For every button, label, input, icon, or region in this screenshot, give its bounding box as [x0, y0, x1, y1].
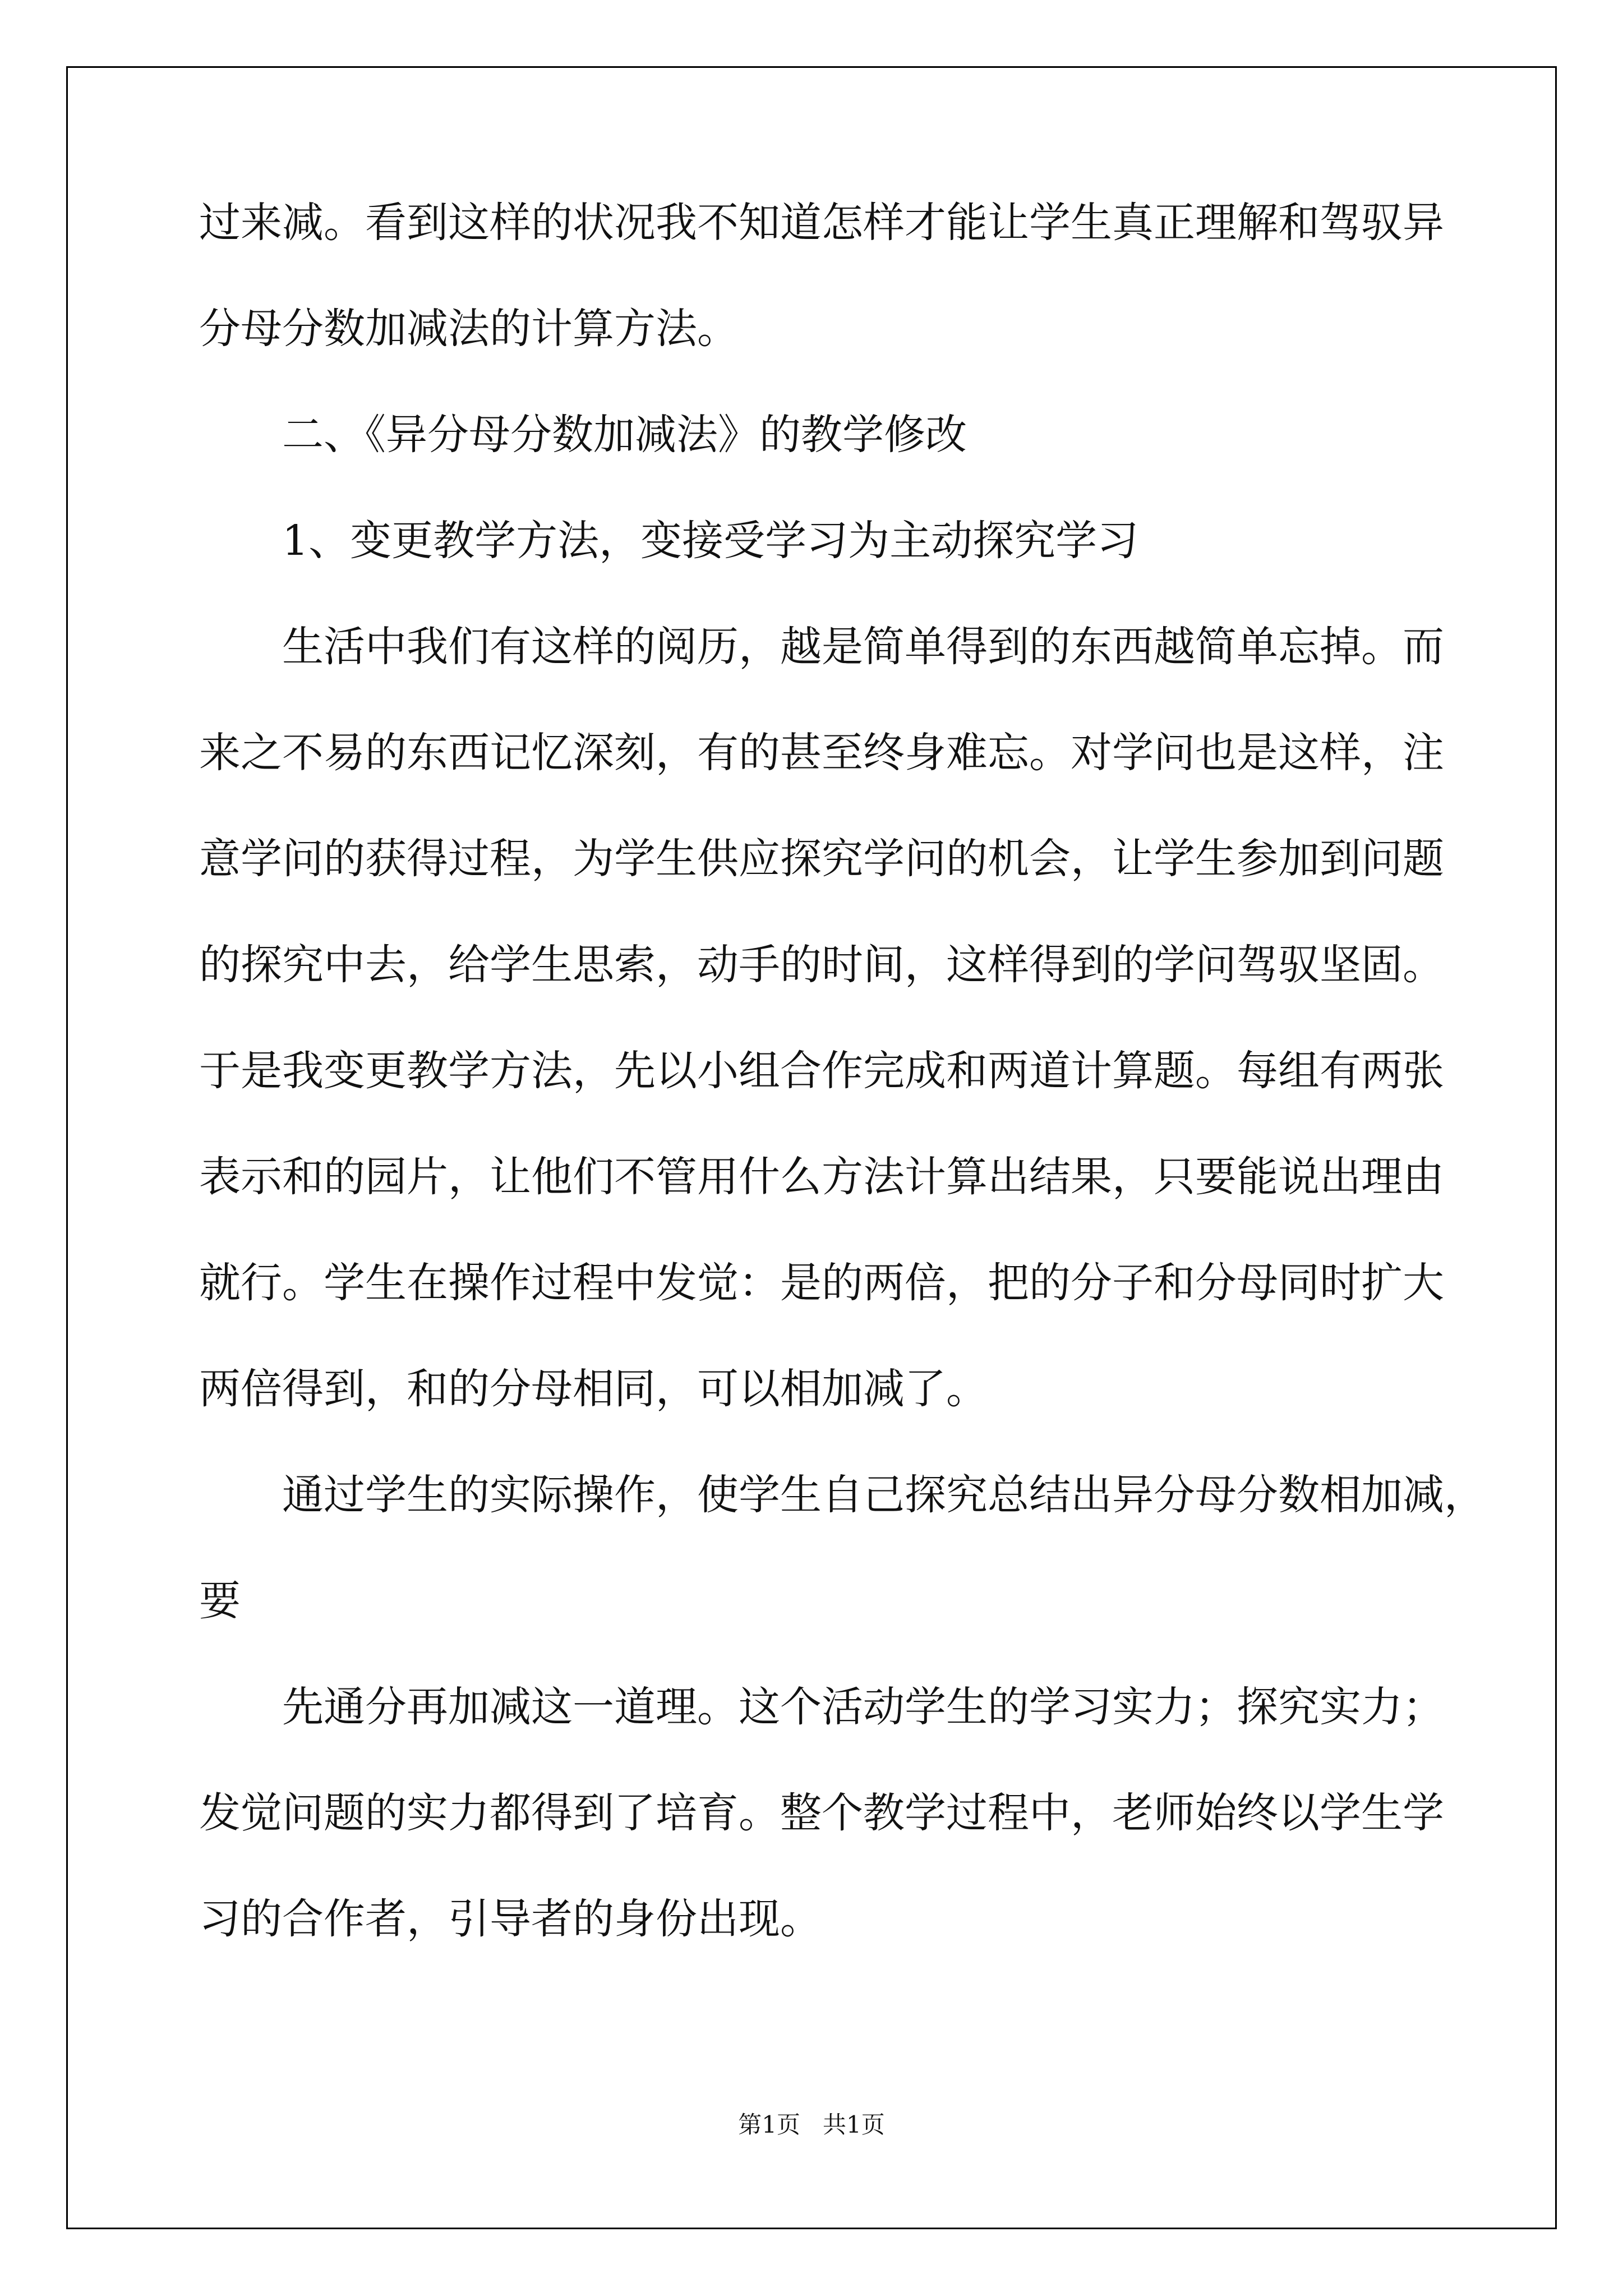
- text-line: 通过学生的实际操作，使学生自己探究总结出异分母分数相加减，: [282, 1471, 1486, 1519]
- text-line: 生活中我们有这样的阅历，越是简单得到的东西越简单忘掉。而: [282, 623, 1444, 671]
- text-line: 于是我变更教学方法，先以小组合作完成和两道计算题。每组有两张: [199, 1047, 1444, 1095]
- text-line: 先通分再加减这一道理。这个活动学生的学习实力；探究实力；: [282, 1683, 1444, 1731]
- text-line: 的探究中去，给学生思索，动手的时间，这样得到的学问驾驭坚固。: [199, 941, 1444, 989]
- text-line: 分母分数加减法的计算方法。: [199, 305, 739, 353]
- subsection-heading: 1、变更教学方法，变接受学习为主动探究学习: [282, 517, 1139, 565]
- text-line: 习的合作者，引导者的身份出现。: [199, 1895, 822, 1943]
- text-line: 要: [199, 1577, 241, 1625]
- text-line: 发觉问题的实力都得到了培育。整个教学过程中，老师始终以学生学: [199, 1789, 1444, 1837]
- page-footer: 第1页 共1页: [738, 2111, 885, 2138]
- text-line: 过来减。看到这样的状况我不知道怎样才能让学生真正理解和驾驭异: [199, 199, 1444, 247]
- text-line: 来之不易的东西记忆深刻，有的甚至终身难忘。对学问也是这样，注: [199, 729, 1444, 777]
- text-line: 两倍得到，和的分母相同，可以相加减了。: [199, 1365, 988, 1413]
- text-line: 就行。学生在操作过程中发觉：是的两倍，把的分子和分母同时扩大: [199, 1259, 1444, 1307]
- section-heading: 二、《异分母分数加减法》的教学修改: [282, 411, 967, 459]
- text-line: 意学问的获得过程，为学生供应探究学问的机会，让学生参加到问题: [199, 835, 1444, 883]
- text-line: 表示和的园片，让他们不管用什么方法计算出结果，只要能说出理由: [199, 1153, 1444, 1201]
